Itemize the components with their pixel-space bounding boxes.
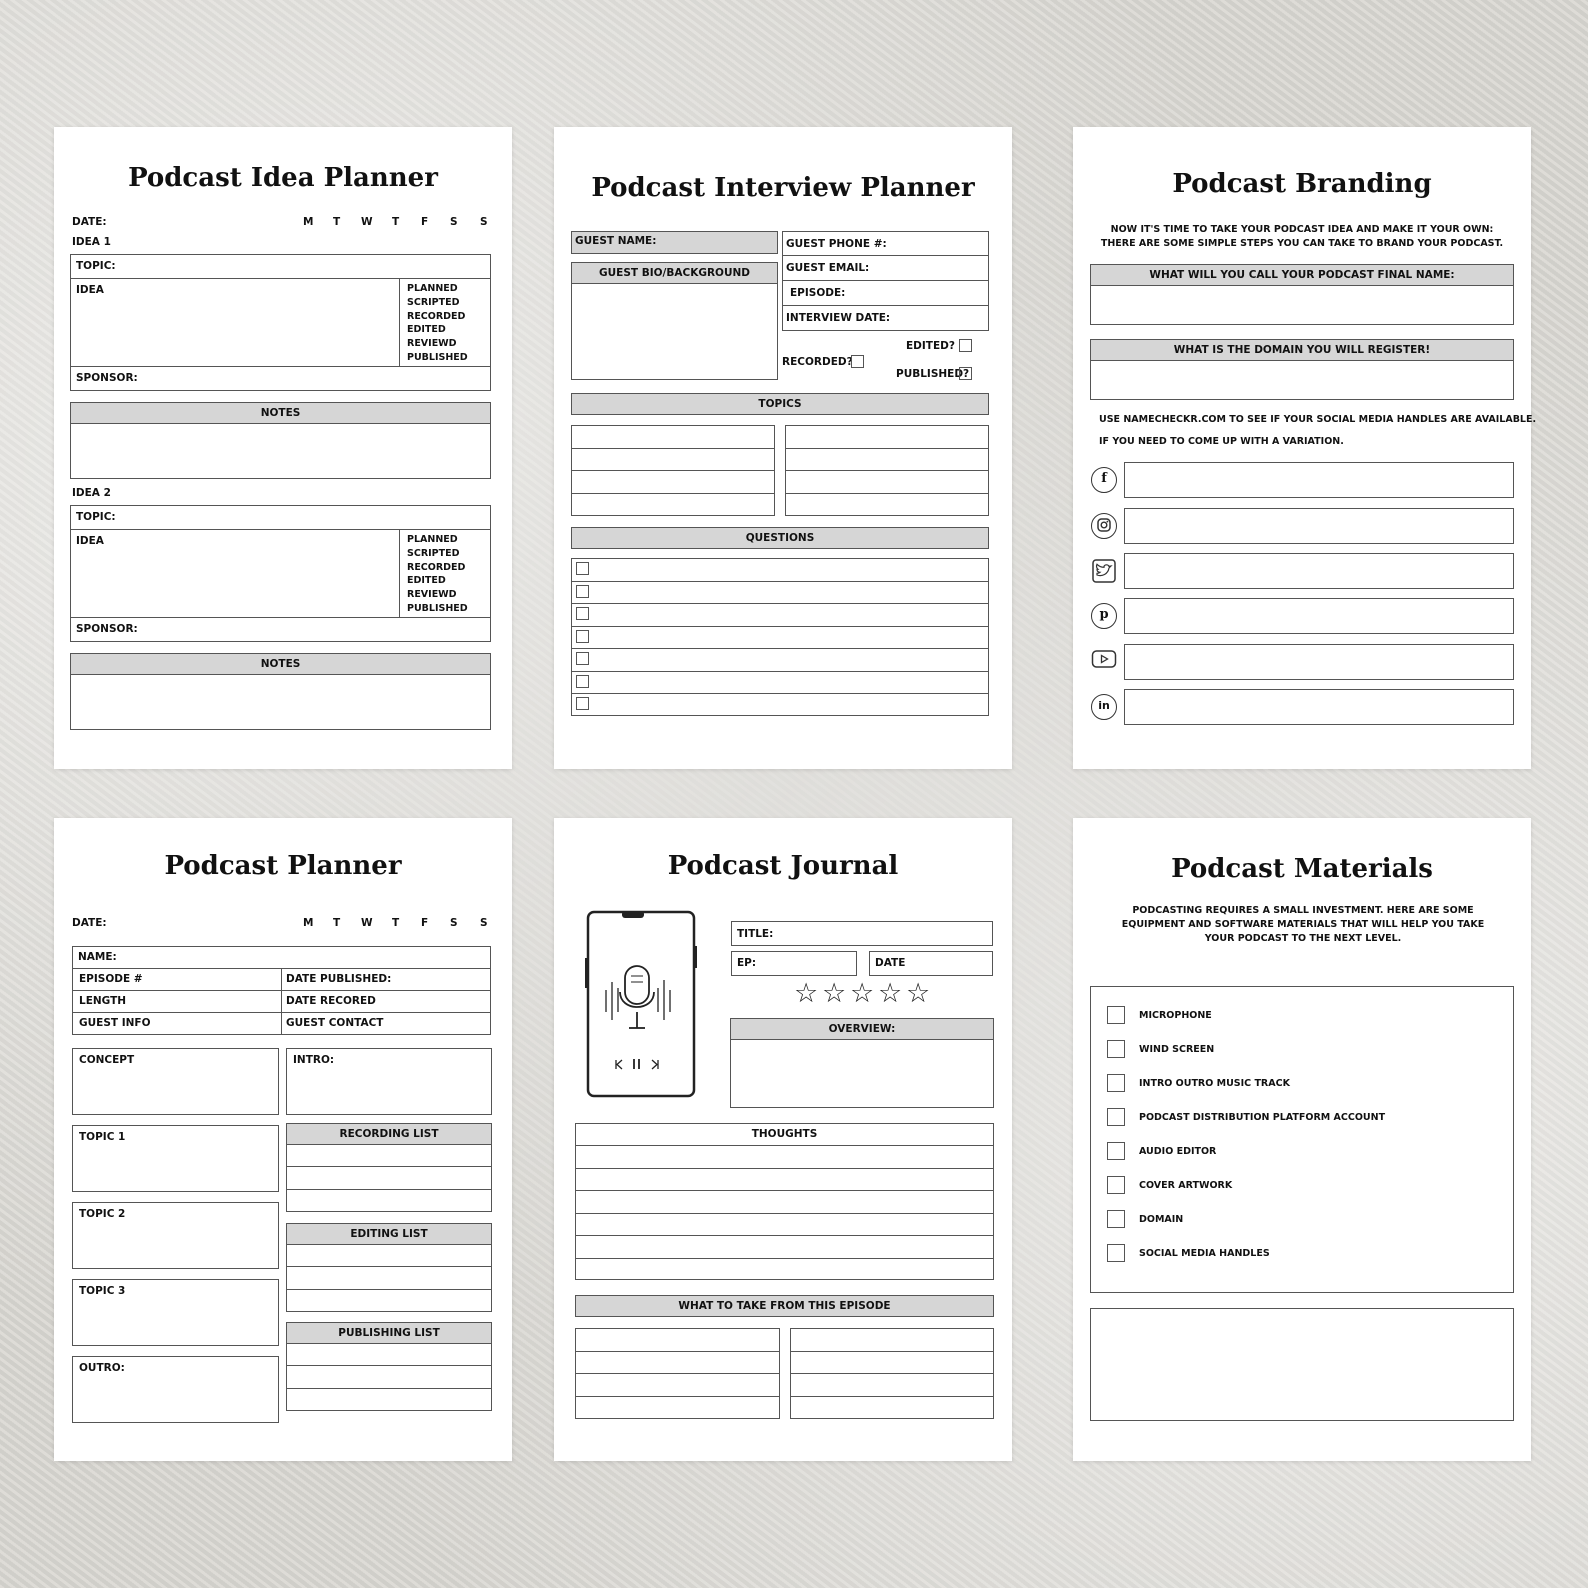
material-checkbox[interactable]	[1107, 1074, 1125, 1092]
name-label: NAME:	[78, 951, 117, 963]
edited-label: EDITED?	[906, 340, 955, 352]
page-title: Podcast Interview Planner	[591, 173, 975, 203]
topic-field[interactable]	[70, 505, 491, 530]
published-label: PUBLISHED?	[896, 368, 970, 380]
material-item: COVER ARTWORK	[1139, 1180, 1233, 1191]
length-label: LENGTH	[79, 995, 127, 1007]
star-icon[interactable]: ☆	[906, 978, 931, 1009]
publishing-list[interactable]	[286, 1343, 492, 1411]
idea-field[interactable]	[70, 278, 400, 367]
recorded-checkbox[interactable]	[851, 355, 864, 368]
recording-list[interactable]	[286, 1144, 492, 1212]
weekday-label: M	[303, 917, 314, 929]
star-icon[interactable]: ☆	[822, 978, 847, 1009]
journal-page	[554, 818, 1012, 1461]
topics-list-left[interactable]	[571, 425, 775, 516]
interview-date-label: INTERVIEW DATE:	[786, 312, 891, 324]
editing-list-header: EDITING LIST	[286, 1223, 492, 1245]
domain-header: WHAT IS THE DOMAIN YOU WILL REGISTER!	[1090, 339, 1514, 361]
weekday-label: T	[333, 917, 341, 929]
outro-label: OUTRO:	[79, 1362, 125, 1374]
status-recorded[interactable]: RECORDED	[407, 562, 466, 573]
thoughts-header: THOUGHTS	[575, 1123, 994, 1146]
material-checkbox[interactable]	[1107, 1244, 1125, 1262]
publishing-list-header: PUBLISHING LIST	[286, 1322, 492, 1344]
question-checkbox[interactable]	[576, 697, 589, 710]
final-name-field[interactable]	[1090, 285, 1514, 325]
notes-area[interactable]	[70, 423, 491, 479]
pinterest-icon: p	[1091, 603, 1117, 629]
material-item: SOCIAL MEDIA HANDLES	[1139, 1248, 1270, 1259]
published-checkbox[interactable]	[959, 367, 972, 380]
episode-label: EPISODE #	[79, 973, 143, 985]
question-checkbox[interactable]	[576, 585, 589, 598]
weekday-label: T	[392, 917, 400, 929]
facebook-icon: f	[1091, 467, 1117, 493]
question-checkbox[interactable]	[576, 675, 589, 688]
date-label: DATE:	[72, 216, 107, 228]
topics-list-right[interactable]	[785, 425, 989, 516]
intro-label: INTRO:	[293, 1054, 335, 1066]
recorded-label: RECORDED?	[782, 356, 853, 368]
status-reviewed[interactable]: REVIEWD	[407, 589, 457, 600]
guest-info-label: GUEST INFO	[79, 1017, 151, 1029]
material-checkbox[interactable]	[1107, 1108, 1125, 1126]
domain-field[interactable]	[1090, 360, 1514, 400]
questions-header: QUESTIONS	[571, 527, 989, 549]
questions-list[interactable]	[571, 558, 989, 716]
ep-label: EP:	[737, 957, 757, 969]
question-checkbox[interactable]	[576, 562, 589, 575]
namecheckr-note: USE NAMECHECKR.COM TO SEE IF YOUR SOCIAL MEDIA HANDLES ARE AVAILABLE.	[1099, 414, 1537, 425]
interview-planner-page	[554, 127, 1012, 769]
edited-checkbox[interactable]	[959, 339, 972, 352]
weekday-label: F	[421, 216, 429, 228]
status-published[interactable]: PUBLISHED	[407, 603, 468, 614]
date-published-label: DATE PUBLISHED:	[286, 973, 392, 985]
overview-area[interactable]	[730, 1039, 994, 1108]
linkedin-handle-field[interactable]	[1124, 689, 1514, 725]
material-item: WIND SCREEN	[1139, 1044, 1215, 1055]
date-label: DATE	[875, 957, 906, 969]
editing-list[interactable]	[286, 1244, 492, 1312]
weekday-label: S	[480, 917, 488, 929]
status-planned[interactable]: PLANNED	[407, 283, 458, 294]
material-checkbox[interactable]	[1107, 1176, 1125, 1194]
twitter-icon	[1091, 558, 1117, 587]
materials-intro: PODCASTING REQUIRES A SMALL INVESTMENT. HERE ARE SOME EQUIPMENT AND SOFTWARE MATERIALS THAT WILL HELP YOU TAKE YOUR PODCAST TO THE NEXT LEVEL.	[1121, 905, 1485, 944]
overview-header: OVERVIEW:	[730, 1018, 994, 1040]
status-scripted[interactable]: SCRIPTED	[407, 297, 460, 308]
youtube-icon	[1091, 649, 1117, 672]
notes-header: NOTES	[70, 402, 491, 424]
date-recorded-label: DATE RECORED	[286, 995, 376, 1007]
facebook-handle-field[interactable]	[1124, 462, 1514, 498]
takeaway-list-left[interactable]	[575, 1328, 780, 1419]
idea-heading: IDEA 2	[72, 487, 111, 499]
weekday-label: S	[480, 216, 488, 228]
takeaway-list-right[interactable]	[790, 1328, 994, 1419]
concept-label: CONCEPT	[79, 1054, 135, 1066]
idea-planner-page	[54, 127, 512, 769]
youtube-handle-field[interactable]	[1124, 644, 1514, 680]
episode-label: EPISODE:	[790, 287, 846, 299]
status-planned[interactable]: PLANNED	[407, 534, 458, 545]
sponsor-label: SPONSOR:	[76, 623, 138, 635]
page-title: Podcast Branding	[1172, 169, 1432, 199]
takeaway-header: WHAT TO TAKE FROM THIS EPISODE	[575, 1295, 994, 1317]
page-title: Podcast Idea Planner	[128, 163, 438, 193]
guest-bio-area[interactable]	[571, 283, 778, 380]
idea-heading: IDEA 1	[72, 236, 111, 248]
star-icon[interactable]: ☆	[794, 978, 819, 1009]
idea-label: IDEA	[76, 535, 104, 547]
weekday-label: S	[450, 917, 458, 929]
status-reviewed[interactable]: REVIEWD	[407, 338, 457, 349]
weekday-label: W	[361, 917, 373, 929]
material-checkbox[interactable]	[1107, 1006, 1125, 1024]
status-edited[interactable]: EDITED	[407, 575, 446, 586]
material-checkbox[interactable]	[1107, 1142, 1125, 1160]
name-field[interactable]	[72, 946, 491, 969]
materials-notes-area[interactable]	[1090, 1308, 1514, 1421]
final-name-header: WHAT WILL YOU CALL YOUR PODCAST FINAL NAME:	[1090, 264, 1514, 286]
question-checkbox[interactable]	[576, 630, 589, 643]
thoughts-lines[interactable]	[575, 1145, 994, 1280]
notes-area[interactable]	[70, 674, 491, 730]
variation-note: IF YOU NEED TO COME UP WITH A VARIATION.	[1099, 436, 1344, 447]
linkedin-icon: in	[1091, 694, 1117, 720]
phone-microphone-illustration	[578, 906, 698, 1109]
topic2-label: TOPIC 2	[79, 1208, 126, 1220]
material-checkbox[interactable]	[1107, 1040, 1125, 1058]
material-item: AUDIO EDITOR	[1139, 1146, 1217, 1157]
branding-intro: NOW IT'S TIME TO TAKE YOUR PODCAST IDEA AND MAKE IT YOUR OWN: THERE ARE SOME SIMPLE STEPS YOU CAN TAKE TO BRAND YOUR PODCAST.	[1100, 224, 1504, 249]
page-title: Podcast Journal	[667, 851, 899, 881]
material-item: MICROPHONE	[1139, 1010, 1212, 1021]
branding-page	[1073, 127, 1537, 769]
question-checkbox[interactable]	[576, 607, 589, 620]
weekday-label: F	[421, 917, 429, 929]
guest-name-label: GUEST NAME:	[575, 235, 657, 247]
materials-checklist	[1090, 986, 1514, 1293]
title-label: TITLE:	[737, 928, 774, 940]
idea-label: IDEA	[76, 284, 104, 296]
material-item: DOMAIN	[1139, 1214, 1184, 1225]
material-item: PODCAST DISTRIBUTION PLATFORM ACCOUNT	[1139, 1112, 1386, 1123]
pinterest-handle-field[interactable]	[1124, 598, 1514, 634]
status-recorded[interactable]: RECORDED	[407, 311, 466, 322]
instagram-handle-field[interactable]	[1124, 508, 1514, 544]
materials-page	[1073, 818, 1531, 1461]
weekday-label: M	[303, 216, 314, 228]
podcast-planner-page	[54, 818, 512, 1461]
topic-label: TOPIC:	[76, 260, 116, 272]
instagram-icon	[1091, 513, 1117, 539]
star-icon[interactable]: ☆	[850, 978, 875, 1009]
guest-email-label: GUEST EMAIL:	[786, 262, 870, 274]
weekday-label: T	[392, 216, 400, 228]
twitter-handle-field[interactable]	[1124, 553, 1514, 589]
page-title: Podcast Materials	[1171, 854, 1433, 884]
weekday-label: S	[450, 216, 458, 228]
weekday-label: T	[333, 216, 341, 228]
sponsor-label: SPONSOR:	[76, 372, 138, 384]
topic1-label: TOPIC 1	[79, 1131, 126, 1143]
material-checkbox[interactable]	[1107, 1210, 1125, 1228]
page-title: Podcast Planner	[164, 851, 402, 881]
status-scripted[interactable]: SCRIPTED	[407, 548, 460, 559]
guest-bio-header: GUEST BIO/BACKGROUND	[571, 262, 778, 284]
weekday-label: W	[361, 216, 373, 228]
guest-phone-label: GUEST PHONE #:	[786, 238, 887, 250]
idea-field[interactable]	[70, 529, 400, 618]
recording-list-header: RECORDING LIST	[286, 1123, 492, 1145]
star-icon[interactable]: ☆	[878, 978, 903, 1009]
topic3-label: TOPIC 3	[79, 1285, 126, 1297]
status-edited[interactable]: EDITED	[407, 324, 446, 335]
material-item: INTRO OUTRO MUSIC TRACK	[1139, 1078, 1290, 1089]
topic-label: TOPIC:	[76, 511, 116, 523]
topics-header: TOPICS	[571, 393, 989, 415]
question-checkbox[interactable]	[576, 652, 589, 665]
guest-contact-label: GUEST CONTACT	[286, 1017, 384, 1029]
status-published[interactable]: PUBLISHED	[407, 352, 468, 363]
notes-header: NOTES	[70, 653, 491, 675]
topic-field[interactable]	[70, 254, 491, 279]
date-label: DATE:	[72, 917, 107, 929]
